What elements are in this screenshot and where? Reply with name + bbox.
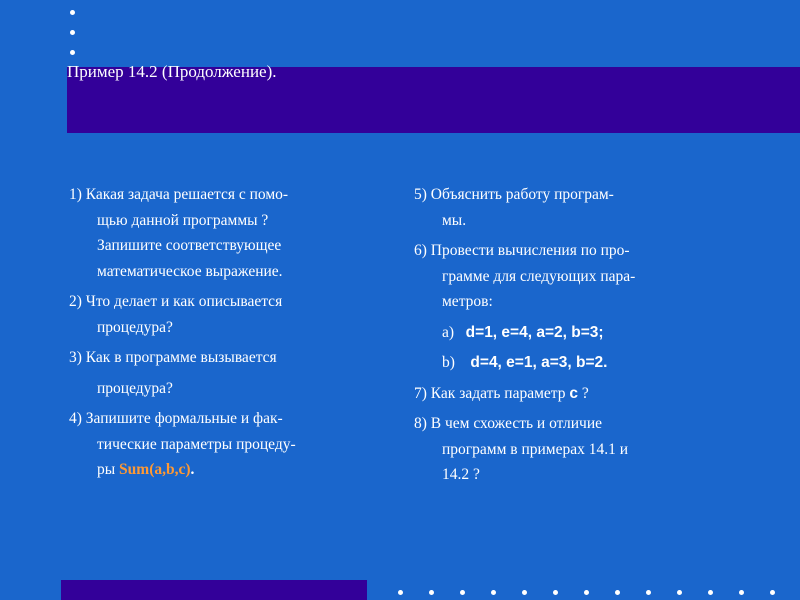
question-4 [69, 406, 399, 483]
question-1-line: Запишите соответствующее [97, 237, 282, 254]
params-a-value: d=1, e=4, a=2, b=3; [465, 323, 604, 341]
decor-dot [70, 30, 75, 35]
decor-dot [522, 590, 527, 595]
decor-dot [70, 10, 75, 15]
question-1-line: 1) Какая задача решается с помо- [69, 186, 289, 203]
question-1-line: щью данной программы ? [97, 211, 269, 229]
decor-dot [739, 590, 744, 595]
question-3-line: 3) Как в программе вызывается [69, 349, 277, 366]
question-6-line: 6) Провести вычисления по про- [414, 242, 630, 259]
decor-dot [491, 590, 496, 595]
decor-dot [677, 590, 682, 595]
question-4-line [69, 457, 399, 483]
question-2-line: 2) Что делает и как описывается [69, 293, 283, 310]
question-2-line: процедура? [97, 318, 173, 336]
question-5-line: 5) Объяснить работу програм- [414, 186, 614, 203]
question-6-line: метров: [442, 293, 493, 310]
question-8-line: программ в примерах 14.1 и [442, 440, 629, 458]
question-6 [414, 238, 744, 315]
right-column [414, 182, 744, 493]
question-5-line: мы. [442, 211, 467, 229]
question-4-line: тические параметры процеду- [97, 435, 296, 453]
params-a-label: a) [442, 323, 455, 341]
question-7 [414, 381, 744, 407]
decor-dot [708, 590, 713, 595]
question-7-suffix: ? [578, 384, 589, 402]
decor-dot [70, 50, 75, 55]
question-8-line: 8) В чем схожесть и отличие [414, 415, 603, 432]
left-column [69, 182, 399, 488]
decor-dot [553, 590, 558, 595]
decor-dot [770, 590, 775, 595]
question-8-line: 14.2 ? [442, 466, 480, 483]
params-b-label: b) [442, 354, 455, 371]
question-1 [69, 182, 399, 284]
params-a [414, 320, 744, 346]
decor-dot [429, 590, 434, 595]
question-7-text: 7) Как задать параметр [414, 384, 570, 402]
question-4-text: ры [97, 461, 120, 478]
param-c: c [569, 384, 578, 402]
question-8 [414, 411, 744, 488]
question-4-line: 4) Запишите формальные и фак- [69, 410, 283, 427]
bottom-band [61, 580, 367, 600]
decor-dot [615, 590, 620, 595]
decor-dot [460, 590, 465, 595]
question-1-line: математическое выражение. [97, 262, 283, 280]
question-2 [69, 289, 399, 340]
procedure-signature: Sum(a,b,c) [119, 461, 191, 478]
question-3-line: процедура? [97, 379, 173, 397]
question-4-tail: . [190, 461, 195, 478]
question-7-line [414, 381, 744, 407]
decor-dot [646, 590, 651, 595]
question-3 [69, 345, 399, 401]
params-b [414, 350, 744, 376]
question-6-line: грамме для следующих пара- [442, 267, 636, 285]
slide-title: Пример 14.2 (Продолжение). [67, 62, 277, 81]
question-5 [414, 182, 744, 233]
params-b-value: d=4, e=1, a=3, b=2. [470, 354, 608, 371]
decor-dot [398, 590, 403, 595]
decor-dot [584, 590, 589, 595]
